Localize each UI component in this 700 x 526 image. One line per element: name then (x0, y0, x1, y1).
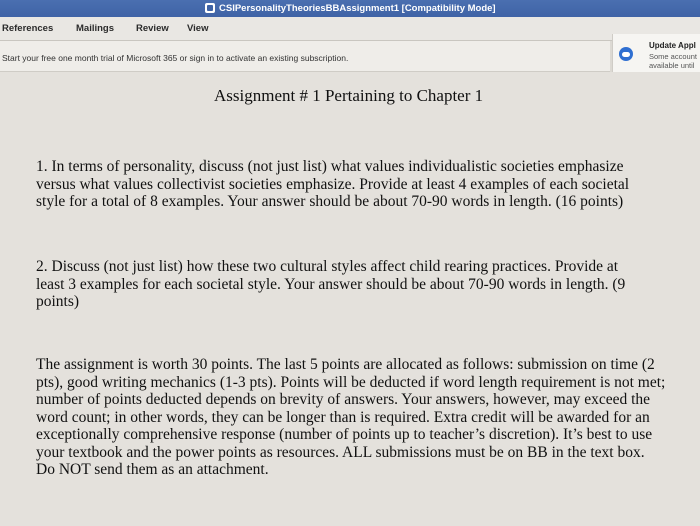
tab-review[interactable]: Review (136, 23, 169, 34)
ribbon-tab-bar (0, 17, 700, 41)
window-title: CSIPersonalityTheoriesBBAssignment1 [Compatibility Mode] (219, 3, 496, 14)
subscription-infobar (0, 41, 610, 72)
grading-info-paragraph: The assignment is worth 30 points. The last 5 points are allocated as follows: submission on time (2 pts), good writing mechanics (1-3 pts). Points will be deducted if word length requirement is not met; number of points deducted depends on brevity of answers. Your answers, however, may exceed the word count; in other words, they can be longer than is required. Extra credit will be awarded for an exceptionally comprehensive response (number of points up to teacher’s discretion). It’s best to use your textbook and the power points as resources. ALL submissions must be on BB in the text box. Do NOT send them as an attachment. (36, 356, 666, 478)
question-2-paragraph: 2. Discuss (not just list) how these two cultural styles affect child rearing practices. Provide at least 3 examples for each societal style. Your answer should be about 70-90 words in length. (9 points) (36, 258, 626, 310)
word-document-icon (205, 3, 215, 13)
tab-view[interactable]: View (187, 23, 209, 34)
update-title: Update Appl (649, 41, 696, 50)
update-subtitle: Some account (649, 52, 697, 61)
subscription-message[interactable]: Start your free one month trial of Microsoft 365 or sign in to activate an existing subscription. (2, 53, 349, 63)
update-detail: available until (649, 61, 695, 70)
document-heading: Assignment # 1 Pertaining to Chapter 1 (214, 86, 484, 105)
window-title-bar (0, 0, 700, 17)
tab-references[interactable]: References (2, 23, 54, 34)
cloud-icon (619, 47, 633, 61)
update-notification-panel[interactable] (612, 34, 700, 76)
document-page[interactable] (0, 72, 700, 526)
question-1-paragraph: 1. In terms of personality, discuss (not just list) what values individualistic societies emphasize versus what values collectivist societies emphasize. Provide at least 4 examples of each societal style for a total of 8 examples. Your answer should be about 70-90 words in length. (16 points) (36, 158, 630, 210)
tab-mailings[interactable]: Mailings (76, 23, 115, 34)
